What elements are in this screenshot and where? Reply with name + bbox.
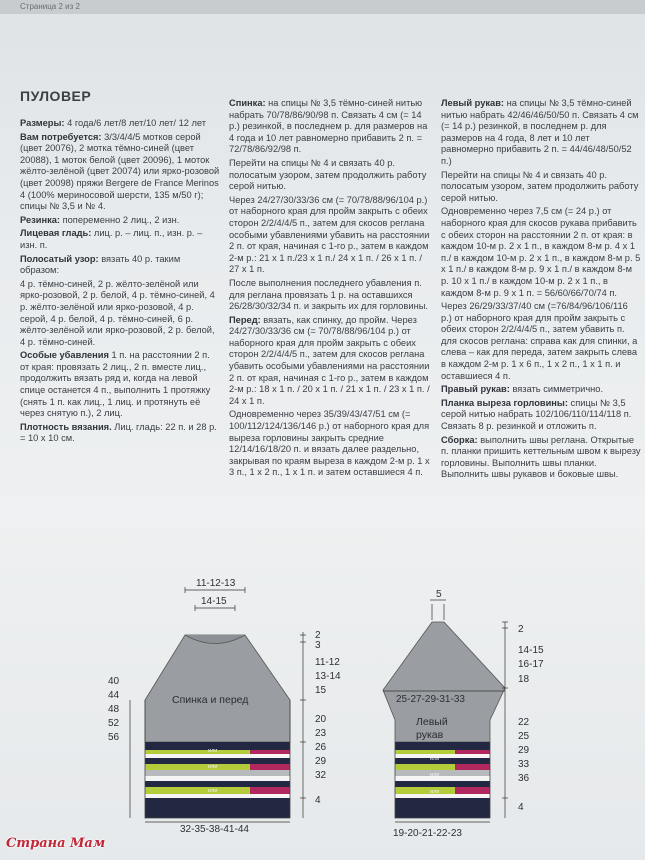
paragraph-text: Перейти на спицы № 4 и связать 40 р. полосатым узором, затем продолжить работу серой нитью. (441, 169, 639, 203)
paragraph-heading: Левый рукав: (441, 98, 505, 108)
dim-label: 20 (315, 714, 327, 725)
dim-label: 13-14 (315, 671, 341, 682)
paragraph (441, 384, 641, 396)
paragraph-text: выполнить швы реглана. Открытые п. планки пришить кеттельным швом к вырезу горловины. Выполнить швы планки. Выполнить швы рукавов и боковые швы. (441, 434, 641, 480)
dim-label: 3 (315, 640, 321, 651)
pattern-diagram (0, 570, 645, 860)
dim-label: 18 (518, 674, 530, 685)
or-label: или (430, 756, 440, 762)
dim-label: 44 (108, 690, 120, 701)
body-piece-label: Спинка и перед (172, 694, 249, 706)
paragraph-text: 4 р. тёмно-синей, 2 р. жёлто-зелёной или ярко-розовой, 2 р. белой, 4 р. тёмно-синей, 4 р. жёлто-зелёной или ярко-розовой, 4 р. серой, 4 р. белой, 4 р. тёмно-синей, 6 р. жёлто-зелёной или ярко-розовой, 2 р. белой, 4 р. тёмно-синей. (20, 278, 215, 347)
or-label: или (430, 772, 440, 778)
paragraph-text: Одновременно через 7,5 см (= 24 р.) от наборного края для скосов рукава прибавить с обеих сторон на расстоянии 2 п. от края: в каждом 10-м р. 2 х 1 п., в каждом 8-м р. 4 х 1 п./ в каждом 10-м р. 2 х 1 п., в каждом 8-м р. 5 х 1 п./ в каждом 8-м р. 9 х 1 п./ в каждом 8-м р. 10 х 1 п./ в каждом 10-м р. 2 х 1 п., в каждом 8-м р. 9 х 1 п. = 56/60/66/70/74 п. (441, 206, 641, 298)
dim-label: 2 (518, 624, 524, 635)
dim-label: 23 (315, 728, 327, 739)
dim-label: 52 (108, 718, 120, 729)
paragraph (20, 215, 220, 227)
dim-label: 29 (315, 756, 327, 767)
paragraph (20, 350, 220, 420)
dim-label: 11-12-13 (196, 578, 236, 589)
paragraph-text: Через 24/27/30/33/36 см (= 70/78/88/96/104 р.) от наборного края для пройм закрыть с обеих сторон 2/2/4/4/5 п., затем для скосов реглана особыми убавлениями убавить на расстоянии 2 п. от края, начиная с 1-го р., затем в каждом 2-м р.: 21 х 1 п./23 х 1 п./ 24 х 1 п. / 26 х 1 п. / 27 х 1 п. (229, 194, 430, 275)
page-title: ПУЛОВЕР (20, 88, 92, 104)
dim-label: 4 (518, 802, 524, 813)
paragraph-text: После выполнения последнего убавления п. для реглана провязать 1 р. на оставшихся 26/28/30/32/34 п. и закрыть их для горловины. (229, 277, 428, 312)
paragraph-text: Перейти на спицы № 4 и связать 40 р. полосатым узором, затем продолжить работу серой нитью. (229, 157, 427, 192)
paragraph-text: на спицы № 3,5 тёмно-синей нитью набрать 42/46/46/50/50 п. Связать 4 см (= 14 р.) резинкой, в последнем р. для размеров на 4 года, 8 лет и 10 лет равномерно прибавить 2 п. = 44/46/48/50/52 п.) (441, 98, 639, 166)
dim-label: 11-12 (315, 657, 340, 668)
paragraph-heading: Планка выреза горловины: (441, 397, 568, 408)
dim-label: 15 (315, 685, 327, 696)
paragraph-heading: Правый рукав: (441, 384, 510, 395)
paragraph-text: вязать, как спинку, до пройм. Через 24/27/30/33/36 см (= 70/78/88/96/104 р.) от наборного края для пройм закрыть с обеих сторон 2/2/4/4/5 п., затем для скосов реглана убавить особыми убавлениями на расстоянии 2 п. от края, начиная с 1-го р., затем в каждом 2-м р.: 18 х 1 п. / 20 х 1 п. / 21 х 1 п. / 23 х 1 п. / 24 х 1 п. (229, 314, 430, 406)
paragraph-heading: Сборка: (441, 434, 478, 445)
column-2 (229, 98, 432, 481)
paragraph-text: на спицы № 3,5 тёмно-синей нитью набрать 70/78/86/90/98 п. Связать 4 см (= 14 р.) резинкой, в последнем р. для размеров на 4 года и 10 лет равномерно прибавить 2 п. = 72/78/86/92/98 п. (229, 98, 428, 155)
paragraph (441, 301, 641, 382)
paragraph-text: лиц. р. – лиц. п., изн. р. – изн. п. (20, 228, 203, 250)
or-label: или (430, 789, 440, 795)
paragraph (229, 98, 432, 156)
paragraph (20, 118, 220, 130)
paragraph (20, 132, 220, 213)
paragraph-heading: Перед: (229, 314, 261, 325)
dim-label: 32-35-38-41-44 (180, 824, 249, 835)
column-3 (441, 98, 641, 483)
paragraph (441, 170, 641, 205)
dim-label: 4 (315, 795, 321, 806)
paragraph (20, 422, 220, 445)
dim-label: 5 (436, 589, 442, 600)
dim-label: 32 (315, 770, 327, 781)
dim-label: 25-27-29-31-33 (396, 694, 465, 705)
dim-label: 48 (108, 704, 120, 715)
paragraph-heading: Плотность вязания. (20, 421, 112, 432)
dim-label: 25 (518, 731, 530, 742)
paragraph-text: вязать симметрично. (509, 384, 604, 395)
paragraph-text: 4 года/6 лет/8 лет/10 лет/ 12 лет (64, 118, 207, 128)
watermark-logo: Страна Мам (6, 836, 106, 851)
paragraph-text: Лиц. гладь: 22 п. и 28 р. = 10 х 10 см. (20, 421, 217, 444)
paragraph (441, 398, 641, 433)
paragraph-heading: Резинка: (20, 214, 61, 225)
dim-label: 16-17 (518, 659, 544, 670)
page-header: Страница 2 из 2 (0, 0, 645, 14)
sleeve-piece (383, 622, 505, 818)
paragraph (229, 195, 432, 276)
dim-label: 2 (315, 630, 321, 641)
paragraph-heading: Особые убавления (20, 350, 109, 361)
dim-label: 19-20-21-22-23 (393, 828, 462, 839)
dim-label: 26 (315, 742, 327, 753)
paragraph-heading: Полосатый узор: (20, 253, 99, 264)
paragraph (229, 278, 432, 313)
paragraph (20, 228, 220, 251)
paragraph-text: 3/3/4/4/5 мотков серой (цвет 20076), 2 мотка тёмно-синей (цвет 20088), 1 моток белой (цвет 20096), 1 моток жёлто-зелёной (цвет 20074) или ярко-розовой (цвет 20098) пряжи Bergere de France Merinos 4 (100% мериносовой шерсти, 135 м/50 г); спицы № 3,5 и № 4. (20, 131, 220, 212)
or-label: или (208, 748, 218, 754)
dim-label: 56 (108, 732, 120, 743)
sleeve-label-2: рукав (416, 729, 444, 741)
body-piece (145, 635, 290, 818)
paragraph (229, 409, 432, 479)
paragraph-heading: Лицевая гладь: (20, 228, 92, 239)
or-label: или (208, 764, 218, 770)
paragraph-text: вязать 40 р. таким образом: (20, 253, 181, 276)
sleeve-label-1: Левый (416, 716, 448, 728)
paragraph (229, 315, 432, 408)
dim-label: 22 (518, 717, 530, 728)
paragraph-text: Одновременно через 35/39/43/47/51 см (= 100/112/124/136/146 р.) от наборного края для выреза горловины закрыть средние 12/14/16/18/20 п. и вязать далее раздельно, закрывая по краям выреза в каждом 2-м р. 1 х 3 п., 1 х 2 п., 1 х 1 п. и затем оставшиеся 4 п. (229, 409, 430, 478)
paragraph (441, 435, 641, 481)
paragraph-heading: Вам потребуется: (20, 131, 102, 142)
dim-label: 40 (108, 676, 120, 687)
paragraph (441, 98, 641, 168)
paragraph-text: 1 п. на расстоянии 2 п. от края: провязать 2 лиц., 2 п. вместе лиц., продолжить вязать ряд и, когда на левой спице останется 4 п., выполнить 1 протяжку (снять 1 п. как лиц., 1 лиц. и протянуть её через снятую п.), 2 лиц. (20, 350, 211, 419)
dim-label: 33 (518, 759, 530, 770)
dim-label: 14-15 (201, 596, 227, 607)
paragraph (20, 254, 220, 277)
or-label: или (208, 788, 218, 794)
paragraph (441, 206, 641, 299)
dim-label: 29 (518, 745, 530, 756)
paragraph (20, 279, 220, 349)
dim-label: 14-15 (518, 645, 544, 656)
column-1 (20, 118, 220, 447)
paragraph-text: Через 26/29/33/37/40 см (=76/84/96/106/116 р.) от наборного края для пройм закрыть с обеих сторон 2/2/4/4/5 п., затем убавить п. для скосов реглана: справа как для спинки, а слева – как для переда, затем закрыть слева в каждом 2-м р. 1 х 6 п., 1 х 2 п., 1 х 1 п. и оставшиеся 4 п. (441, 301, 638, 381)
paragraph-text: попеременно 2 лиц., 2 изн. (60, 214, 180, 225)
paragraph-text: спицы № 3,5 серой нитью набрать 102/106/110/114/118 п. Связать 8 р. резинкой и отложить п. (441, 397, 632, 432)
paragraph (229, 158, 432, 193)
paragraph-heading: Размеры: (20, 118, 65, 128)
dim-label: 36 (518, 773, 530, 784)
paragraph-heading: Спинка: (229, 98, 266, 108)
